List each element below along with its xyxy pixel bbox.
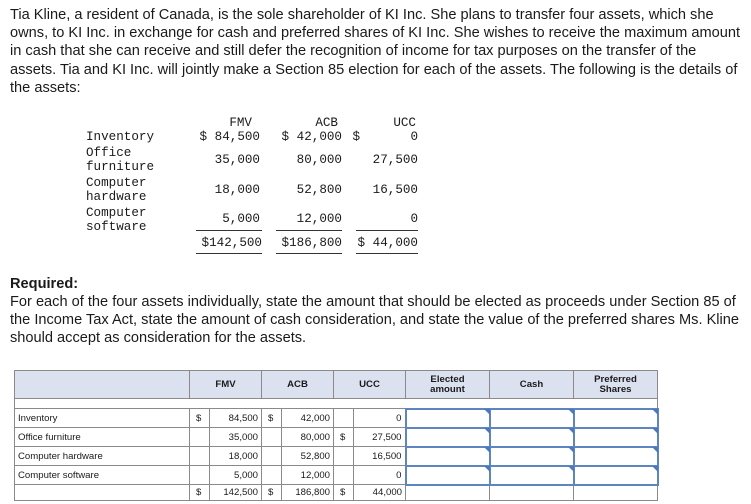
asset-label: Computer (86, 176, 147, 190)
total-ucc: 44,000 (354, 485, 406, 501)
table-row (15, 409, 658, 428)
cash-input[interactable] (490, 466, 574, 485)
row-label: Computer hardware (15, 447, 190, 466)
total-ucc: $ 44,000 (357, 236, 418, 250)
ucc-value: 0 (410, 212, 418, 226)
total-label (15, 485, 190, 501)
required-heading: Required: (10, 276, 79, 292)
acb-sign (262, 428, 282, 447)
row-label: Office furniture (15, 428, 190, 447)
fmv-sign (190, 428, 210, 447)
ucc-sign: $ (352, 130, 360, 144)
col-header-ucc: UCC (393, 116, 416, 130)
col-header-fmv: FMV (229, 116, 252, 130)
fmv-value: $ 84,500 (199, 130, 260, 144)
elected-amount-input[interactable] (406, 428, 490, 447)
ucc-value: 0 (354, 409, 406, 428)
ucc-sign: $ (334, 485, 354, 501)
total-rule (356, 253, 418, 254)
fmv-sign (190, 447, 210, 466)
asset-label: Inventory (86, 130, 155, 144)
ucc-sign (334, 466, 354, 485)
col-header-elected: Elected amount (406, 371, 490, 399)
answer-header-row (15, 371, 658, 399)
asset-label: furniture (86, 160, 155, 174)
col-header-ucc: UCC (334, 371, 406, 399)
preferred-shares-input[interactable] (574, 447, 658, 466)
ucc-value: 16,500 (372, 183, 418, 197)
header-blank (15, 371, 190, 399)
col-header-preferred: Preferred Shares (574, 371, 658, 399)
total-acb: 186,800 (282, 485, 334, 501)
col-header-acb: ACB (262, 371, 334, 399)
fmv-value: 18,000 (214, 183, 260, 197)
cash-input[interactable] (490, 409, 574, 428)
elected-amount-input[interactable] (406, 466, 490, 485)
total-row (15, 485, 658, 501)
required-text: For each of the four assets individually, state the amount that should be elected as proceeds under Section 85 of the Income Tax Act, state the amount of cash consideration, and state the value of the preferred shares Ms. Kline should accept as consideration for the assets. (10, 294, 740, 347)
fmv-value: 5,000 (222, 212, 260, 226)
cash-input[interactable] (490, 447, 574, 466)
asset-label: Computer (86, 206, 147, 220)
ucc-sign: $ (334, 428, 354, 447)
asset-label: software (86, 220, 147, 234)
table-row (15, 428, 658, 447)
total-rule (276, 253, 342, 254)
total-rule (356, 230, 418, 231)
fmv-sign: $ (190, 485, 210, 501)
preferred-shares-input[interactable] (574, 409, 658, 428)
ucc-value: 0 (354, 466, 406, 485)
acb-sign: $ (262, 485, 282, 501)
table-row (15, 466, 658, 485)
preferred-shares-input[interactable] (574, 428, 658, 447)
total-fmv: $142,500 (201, 236, 262, 250)
acb-value: 52,800 (296, 183, 342, 197)
col-header-acb: ACB (315, 116, 338, 130)
fmv-value: 18,000 (210, 447, 262, 466)
fmv-value: 5,000 (210, 466, 262, 485)
fmv-value: 84,500 (210, 409, 262, 428)
total-acb: $186,800 (281, 236, 342, 250)
total-preferred (574, 485, 658, 501)
ucc-value: 27,500 (354, 428, 406, 447)
acb-value: 12,000 (296, 212, 342, 226)
total-rule (196, 230, 262, 231)
answer-table (14, 370, 659, 501)
row-label: Computer software (15, 466, 190, 485)
total-elected (406, 485, 490, 501)
fmv-value: 35,000 (210, 428, 262, 447)
elected-amount-input[interactable] (406, 447, 490, 466)
total-rule (276, 230, 342, 231)
fmv-value: 35,000 (214, 153, 260, 167)
ucc-value: 0 (410, 130, 418, 144)
preferred-shares-input[interactable] (574, 466, 658, 485)
col-header-cash: Cash (490, 371, 574, 399)
total-fmv: 142,500 (210, 485, 262, 501)
acb-sign (262, 447, 282, 466)
ucc-sign (334, 409, 354, 428)
asset-label: Office (86, 146, 132, 160)
acb-value: 52,800 (282, 447, 334, 466)
cash-input[interactable] (490, 428, 574, 447)
acb-sign: $ (262, 409, 282, 428)
total-rule (196, 253, 262, 254)
acb-value: 80,000 (296, 153, 342, 167)
ucc-value: 16,500 (354, 447, 406, 466)
ucc-sign (334, 447, 354, 466)
table-row (15, 447, 658, 466)
acb-value: $ 42,000 (281, 130, 342, 144)
fmv-sign: $ (190, 409, 210, 428)
fmv-sign (190, 466, 210, 485)
acb-value: 80,000 (282, 428, 334, 447)
total-cash (490, 485, 574, 501)
acb-value: 42,000 (282, 409, 334, 428)
problem-intro: Tia Kline, a resident of Canada, is the sole shareholder of KI Inc. She plans to transfer four assets, which she owns, to KI Inc. in exchange for cash and preferred shares of KI Inc. She wishes to receive the maximum amount in cash that she can receive and still defer the recognition of income for tax purposes on the transfer of the assets. Tia and KI Inc. will jointly make a Section 85 election for each of the assets. The following is the details of the assets: (10, 7, 741, 96)
col-header-fmv: FMV (190, 371, 262, 399)
ucc-value: 27,500 (372, 153, 418, 167)
elected-amount-input[interactable] (406, 409, 490, 428)
asset-label: hardware (86, 190, 147, 204)
acb-value: 12,000 (282, 466, 334, 485)
row-label: Inventory (15, 409, 190, 428)
acb-sign (262, 466, 282, 485)
